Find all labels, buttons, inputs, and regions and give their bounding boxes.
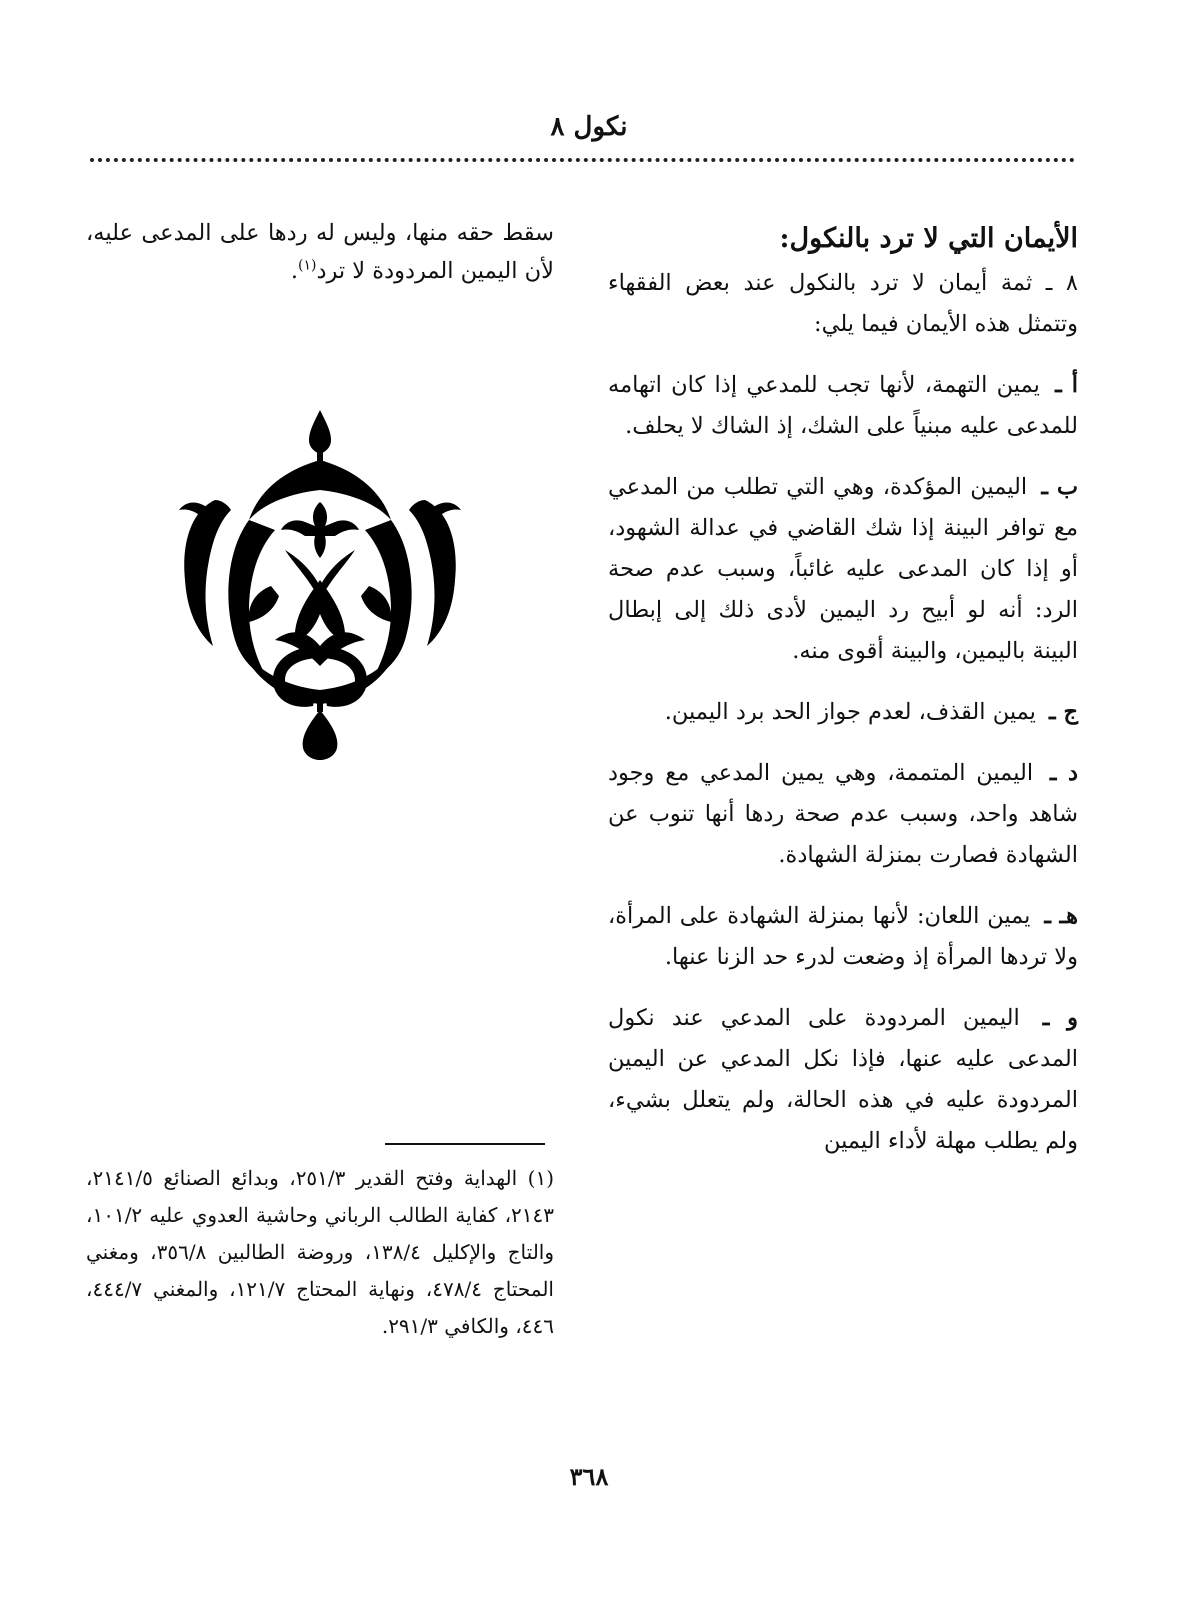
intro-paragraph: ٨ ـ ثمة أيمان لا ترد بالنكول عند بعض الفقهاء وتتمثل هذه الأيمان فيما يلي: [608, 270, 1078, 337]
item-text: يمين اللعان: لأنها بمنزلة الشهادة على المرأة، ولا تردها المرأة إذ وضعت لدرء حد الزنا عنها. [608, 903, 1078, 970]
header-dotted-rule [90, 158, 1075, 162]
item-letter: ب ـ [1041, 474, 1078, 500]
continuation-text: سقط حقه منها، وليس له ردها على المدعى عليه، لأن اليمين المردودة لا ترد [86, 220, 554, 284]
running-header: نكول ٨ [550, 112, 628, 142]
continuation-column [86, 214, 554, 290]
list-item [608, 998, 1078, 1162]
page-number: ٣٦٨ [569, 1462, 609, 1491]
main-column [608, 218, 1078, 1182]
list-item [608, 365, 1078, 447]
continuation-end: . [290, 258, 298, 284]
item-text: اليمين المردودة على المدعي عند نكول المدعى عليه عنها، فإذا نكل المدعي عن اليمين المردودة عليه في هذه الحالة، ولم يتعلل بشيء، ولم يطلب مهلة لأداء اليمين [608, 1005, 1078, 1154]
item-text: يمين التهمة، لأنها تجب للمدعي إذا كان اتهامه للمدعى عليه مبنياً على الشك، إذ الشاك لا يحلف. [608, 372, 1078, 439]
footnote-divider [385, 1143, 545, 1145]
section-heading: الأيمان التي لا ترد بالنكول: [779, 223, 1078, 254]
list-item [608, 692, 1078, 733]
footnote-text: (١) الهداية وفتح القدير ٢٥١/٣، وبدائع الصنائع ٢١٤١/٥، ٢١٤٣، كفاية الطالب الرباني وحاشية العدوي عليه ١٠١/٢، والتاج والإكليل ١٣٨/٤، وروضة الطالبين ٣٥٦/٨، ومغني المحتاج ٤٧٨/٤، ونهاية المحتاج ١٢١/٧، والمغني ٤٤٤/٧، ٤٤٦، والكافي ٢٩١/٣. [86, 1166, 554, 1338]
list-item [608, 896, 1078, 978]
item-letter: ج ـ [1049, 699, 1078, 725]
item-letter: أ ـ [1055, 372, 1078, 398]
item-letter: د ـ [1049, 760, 1078, 786]
list-item [608, 467, 1078, 672]
list-item [608, 753, 1078, 876]
item-text: اليمين المتممة، وهي يمين المدعي مع وجود شاهد واحد، وسبب عدم صحة ردها أنها تنوب عن الشهادة فصارت بمنزلة الشهادة. [608, 760, 1078, 868]
item-text: يمين القذف، لعدم جواز الحد برد اليمين. [664, 699, 1036, 725]
item-letter: و ـ [1042, 1005, 1078, 1031]
footnote-ref[interactable]: (١) [297, 257, 317, 274]
item-letter: هـ ـ [1044, 903, 1079, 929]
item-text: اليمين المؤكدة، وهي التي تطلب من المدعي مع توافر البينة إذا شك القاضي في عدالة الشهود، أو إذا كان المدعى عليه غائباً، وسبب عدم صحة الرد: أنه لو أبيح رد اليمين لأدى ذلك إلى إبطال البينة باليمين، والبينة أقوى منه. [608, 474, 1078, 664]
arabesque-ornament-icon [175, 410, 465, 760]
